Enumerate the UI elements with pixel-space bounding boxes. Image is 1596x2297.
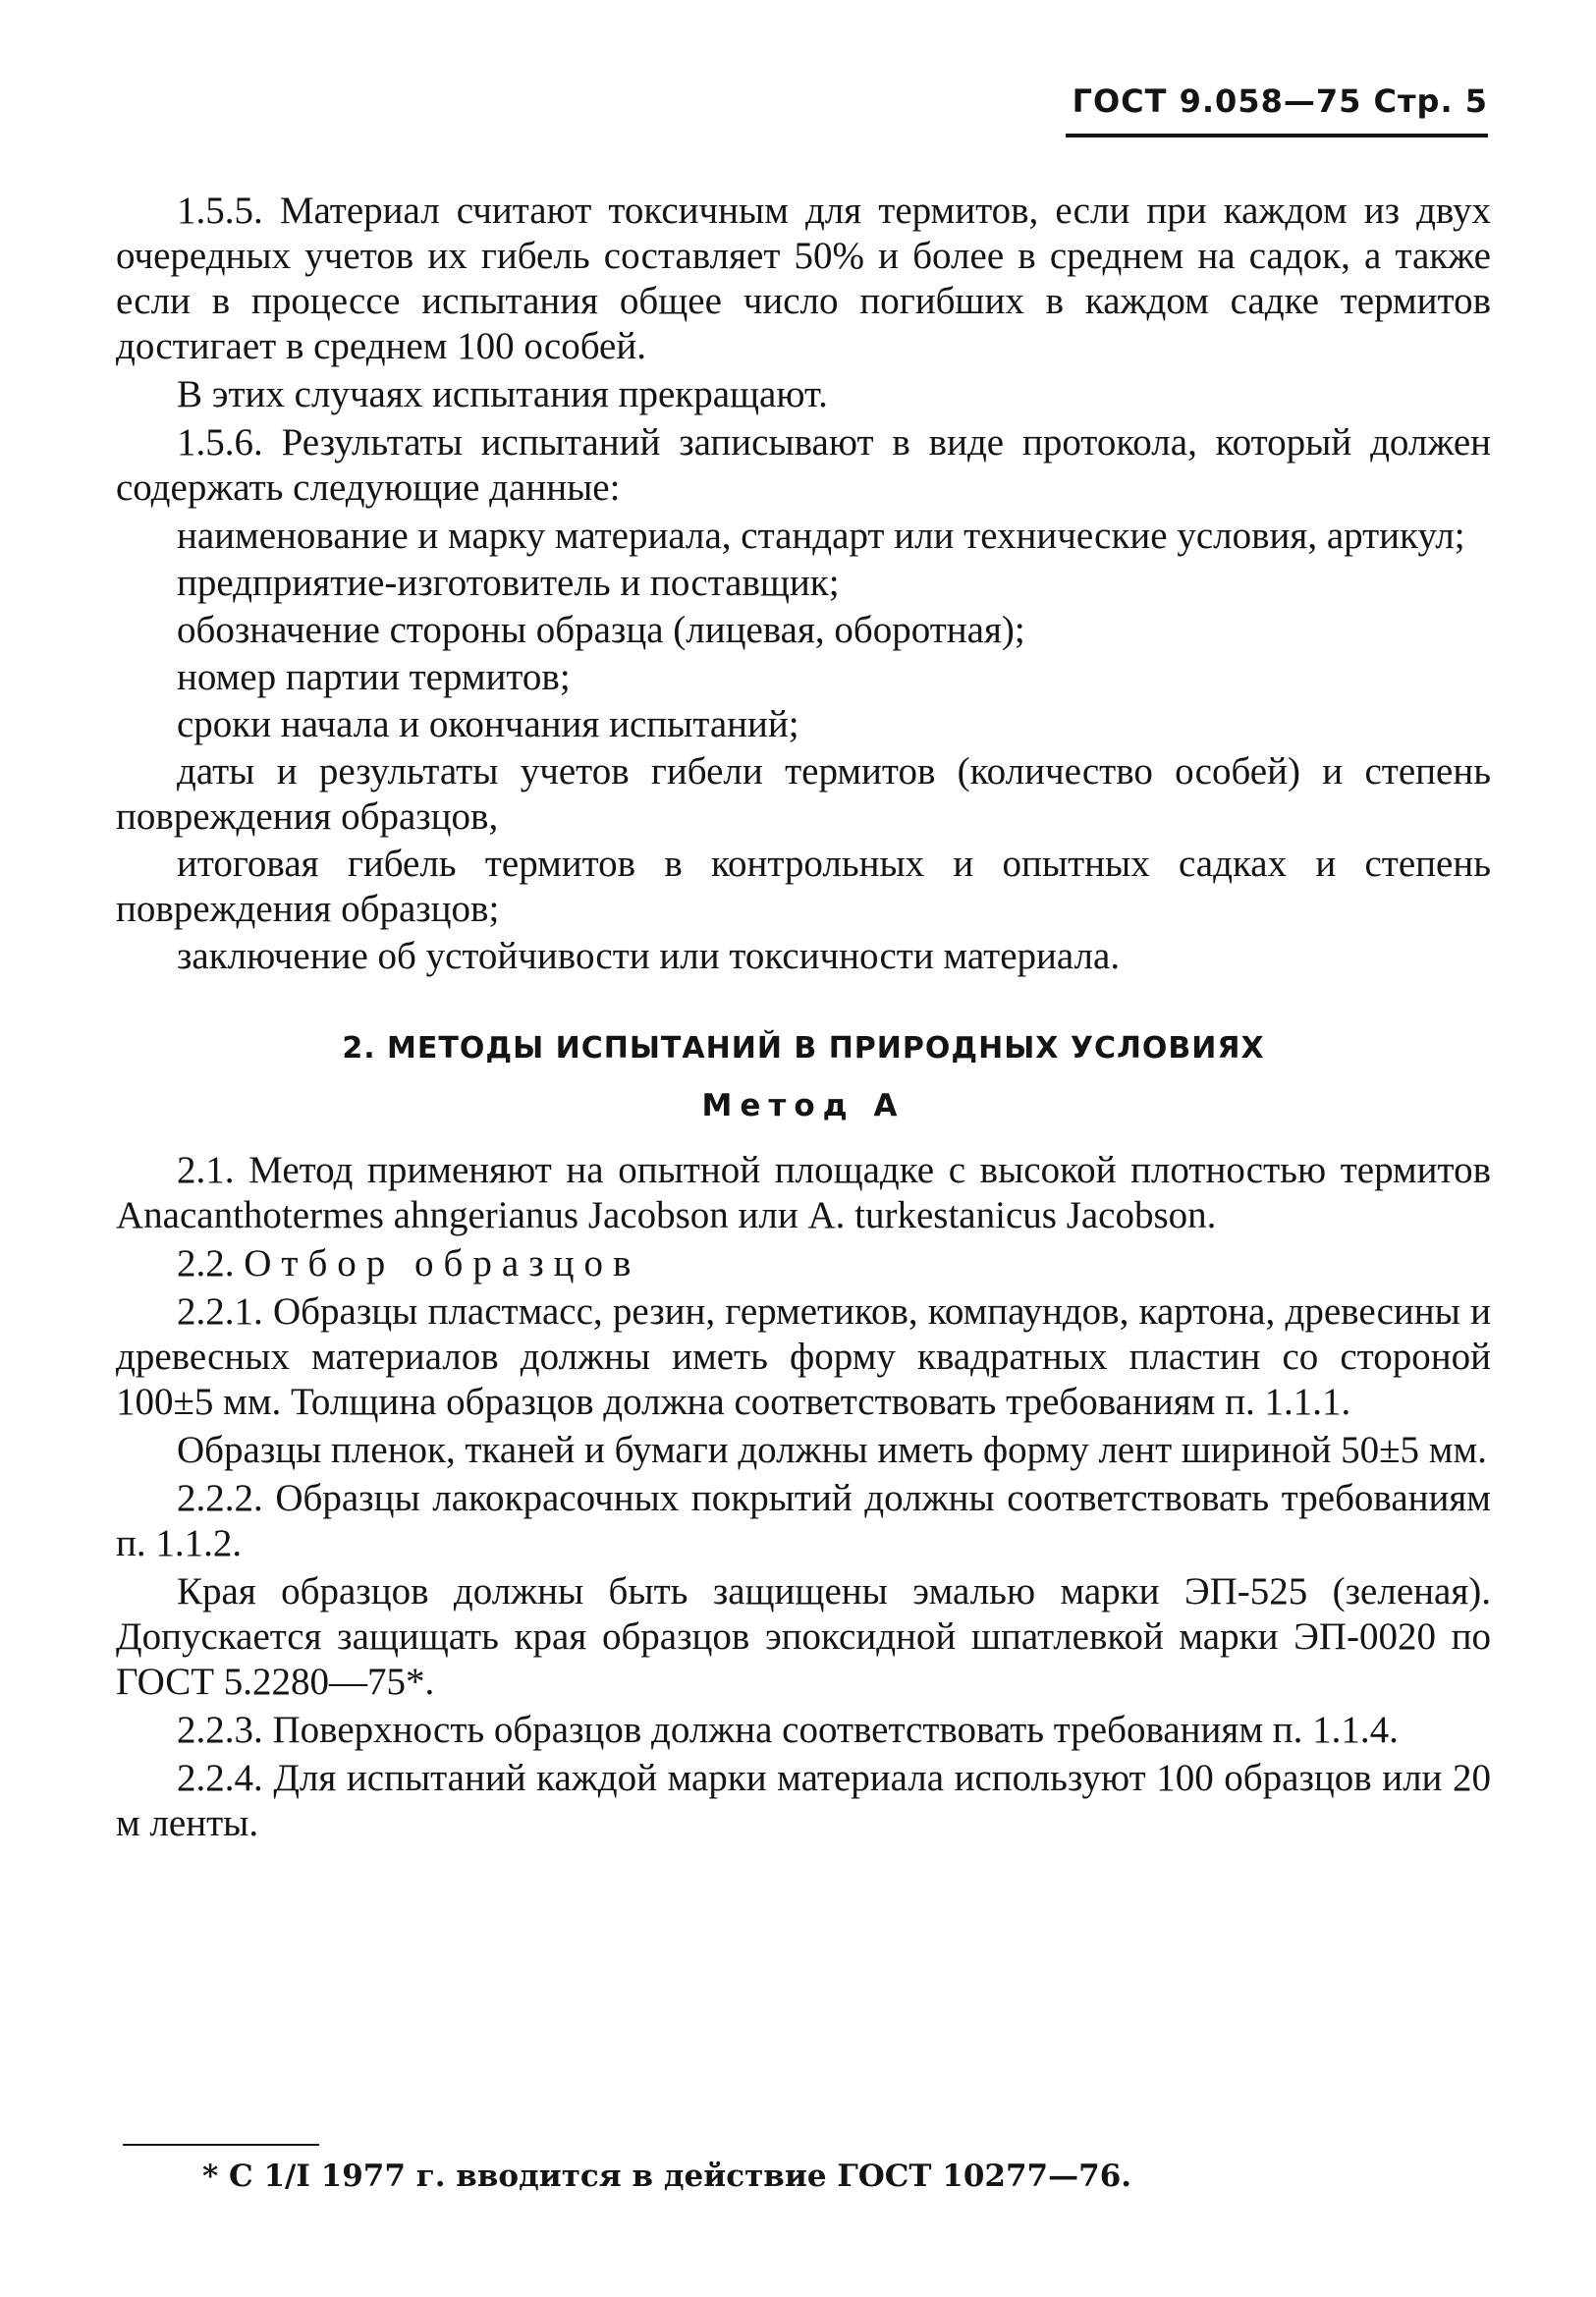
- protocol-item: итоговая гибель термитов в контрольных и опытных садках и степень повреждения образцов;: [116, 843, 1491, 930]
- paragraph-2-2-title: Отбор образцов: [244, 1242, 641, 1285]
- protocol-item: предприятие-изготовитель и поставщик;: [177, 562, 840, 604]
- paragraph-2-2-4: 2.2.4. Для испытаний каждой марки материала используют 100 образцов или 20 м ленты.: [116, 1757, 1491, 1844]
- paragraph-2-2-2: 2.2.2. Образцы лакокрасочных покрытий должны соответствовать требованиям п. 1.1.2.: [116, 1477, 1491, 1564]
- footnote: * С 1/І 1977 г. вводится в действие ГОСТ 10277—76.: [202, 2159, 1132, 2194]
- footnote-rule: [123, 2144, 319, 2146]
- page-header: ГОСТ 9.058—75 Стр. 5: [1072, 82, 1488, 120]
- paragraph-films: Образцы пленок, тканей и бумаги должны иметь форму лент шириной 50±5 мм.: [177, 1429, 1487, 1471]
- paragraph-2-2-3: 2.2.3. Поверхность образцов должна соответствовать требованиям п. 1.1.4.: [177, 1709, 1399, 1751]
- document-body: [116, 189, 1491, 1849]
- paragraph-tests-stopped: В этих случаях испытания прекращают.: [177, 373, 828, 415]
- paragraph-edges: Края образцов должны быть защищены эмалью марки ЭП-525 (зеленая). Допускается защищать края образцов эпоксидной шпатлевкой марки ЭП-0020 по ГОСТ 5.2280—75*.: [116, 1570, 1491, 1703]
- section-title: 2. МЕТОДЫ ИСПЫТАНИЙ В ПРИРОДНЫХ УСЛОВИЯХ: [342, 1031, 1265, 1066]
- protocol-item: обозначение стороны образца (лицевая, оборотная);: [177, 609, 1025, 651]
- paragraph-2-2-number: 2.2.: [177, 1242, 235, 1285]
- header-rule: [1066, 134, 1488, 137]
- protocol-item: сроки начала и окончания испытаний;: [177, 703, 799, 745]
- protocol-item: наименование и марку материала, стандарт или технические условия, артикул;: [177, 515, 1465, 557]
- paragraph-2-2-1: 2.2.1. Образцы пластмасс, резин, герметиков, компаундов, картона, древесины и древесных материалов должны иметь форму квадратных пластин со стороной 100±5 мм. Толщина образцов должна соответствовать требованиям п. 1.1.1.: [116, 1290, 1491, 1423]
- protocol-item: даты и результаты учетов гибели термитов (количество особей) и степень повреждения образцов,: [116, 750, 1491, 838]
- paragraph-2-2: [116, 1241, 1491, 1286]
- protocol-item: номер партии термитов;: [177, 656, 571, 698]
- method-title: Метод А: [701, 1088, 906, 1123]
- protocol-item: заключение об устойчивости или токсичности материала.: [177, 935, 1121, 977]
- paragraph-1-5-5: 1.5.5. Материал считают токсичным для термитов, если при каждом из двух очередных учетов их гибель составляет 50% и более в среднем на садок, а также если в процессе испытания общее число погибших в каждом садке термитов достигает в среднем 100 особей.: [116, 190, 1491, 367]
- paragraph-1-5-6: 1.5.6. Результаты испытаний записывают в виде протокола, который должен содержать следующие данные:: [116, 421, 1491, 509]
- paragraph-2-1: 2.1. Метод применяют на опытной площадке с высокой плотностью термитов Anacanthotermes ahngerianus Jacobson или A. turkestanicus Jacobson.: [116, 1149, 1491, 1236]
